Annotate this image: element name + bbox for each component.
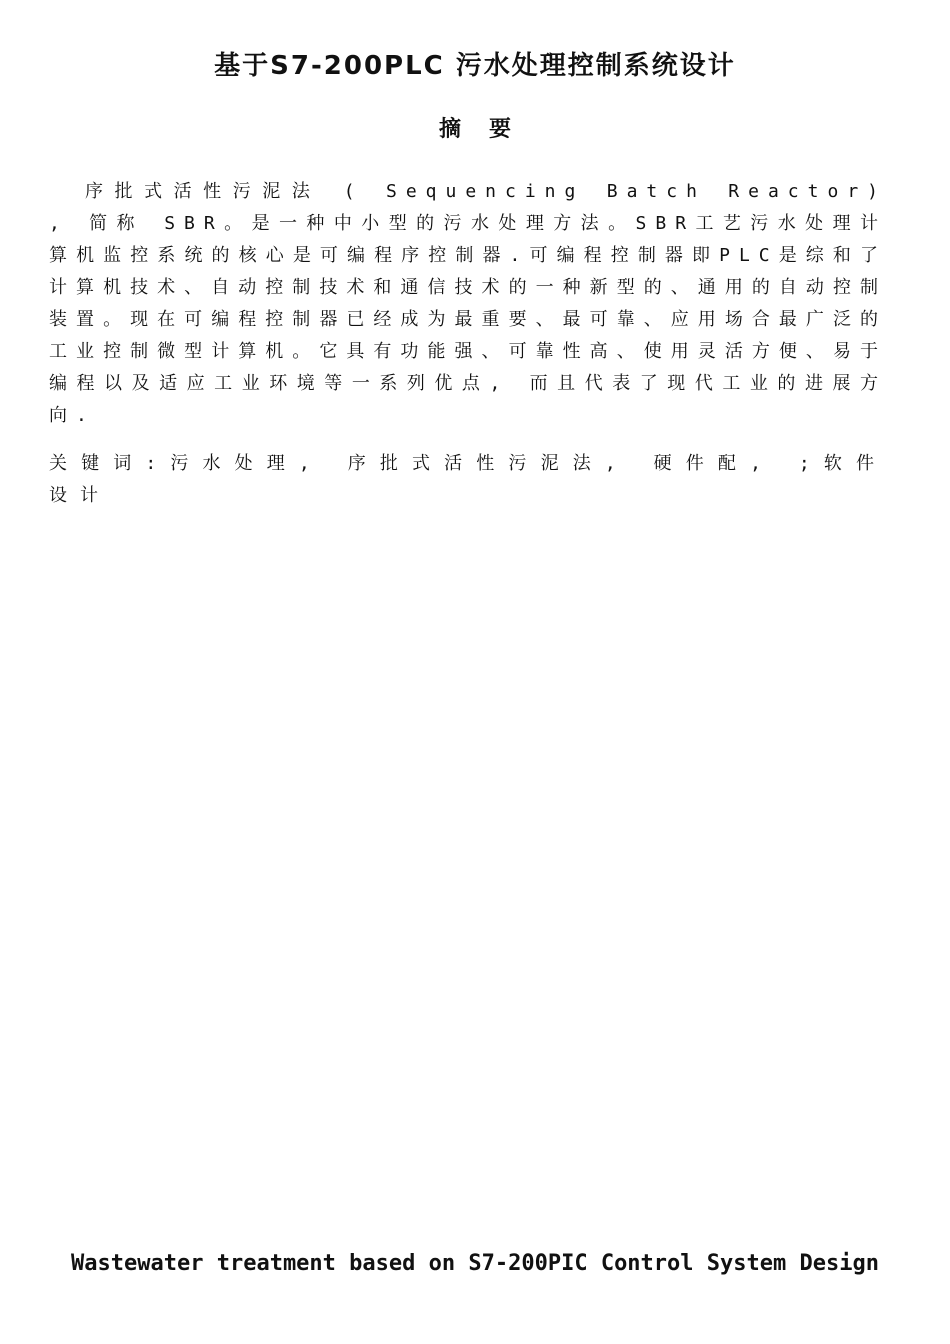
abstract-heading: 摘要 — [438, 117, 539, 142]
abstract-body: 序批式活性污泥法 ( Sequencing Batch Reactor) , 简称 SBR。是一种中小型的污水处理方法。SBR工艺污水处理计算机监控系统的核心是可编程序控制器.可编程控制器即PLC是综和了计算机技术、自动控制技术和通信技术的一种新型的、通用的自动控制装置。现在可编程控制器已经成为最重要、最可靠、应用场合最广泛的工业控制微型计算机。它具有功能强、可靠性高、使用灵活方便、易于编程以及适应工业环境等一系列优点, 而且代表了现代工业的进展方向. — [49, 181, 887, 426]
paper-title: 基于S7-200PLC 污水处理控制系统设计 — [214, 51, 736, 81]
english-title: Wastewater treatment based on S7-200PIC Control System Design — [71, 1251, 879, 1276]
keywords: 关键词:污水处理, 序批式活性污泥法, 硬件配, ;软件设计 — [49, 453, 887, 506]
